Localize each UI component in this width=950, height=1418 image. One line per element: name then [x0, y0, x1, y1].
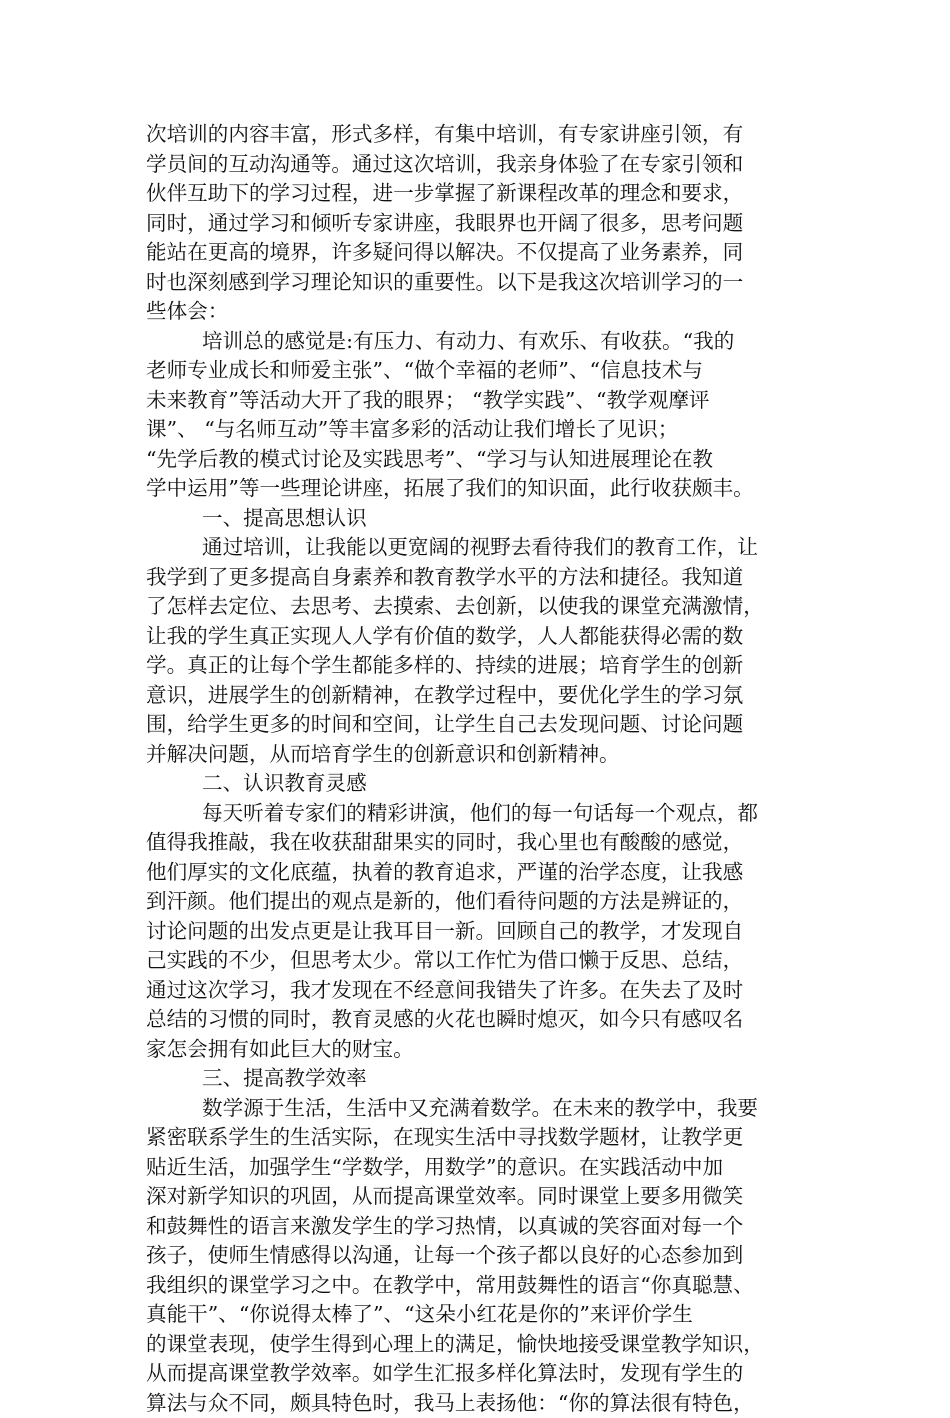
paragraph-start-line: 三、提高教学效率: [146, 1064, 818, 1094]
text-line: 到汗颜。他们提出的观点是新的，他们看待问题的方法是辨证的，: [146, 887, 818, 917]
text-line: 伙伴互助下的学习过程，进一步掌握了新课程改革的理念和要求，: [146, 179, 818, 209]
text-line: 老师专业成长和师爱主张”、“做个幸福的老师”、“信息技术与: [146, 356, 818, 386]
text-line: 值得我推敲，我在收获甜甜果实的同时，我心里也有酸酸的感觉，: [146, 828, 818, 858]
text-line: 学中运用”等一些理论讲座，拓展了我们的知识面，此行收获颇丰。: [146, 474, 818, 504]
text-line: 紧密联系学生的生活实际，在现实生活中寻找数学题材，让教学更: [146, 1123, 818, 1153]
text-line: 我学到了更多提高自身素养和教育教学水平的方法和捷径。我知道: [146, 563, 818, 593]
text-line: 课”、 “与名师互动”等丰富多彩的活动让我们增长了见识；: [146, 415, 818, 445]
document-body: [146, 120, 818, 1418]
text-line: 孩子，使师生情感得以沟通，让每一个孩子都以良好的心态参加到: [146, 1241, 818, 1271]
paragraph-start-line: 二、认识教育灵感: [146, 769, 818, 799]
text-line: 通过这次学习，我才发现在不经意间我错失了许多。在失去了及时: [146, 976, 818, 1006]
text-line: 深对新学知识的巩固，从而提高课堂效率。同时课堂上要多用微笑: [146, 1182, 818, 1212]
text-line: 能站在更高的境界，许多疑问得以解决。不仅提高了业务素养，同: [146, 238, 818, 268]
text-line: 些体会：: [146, 297, 818, 327]
text-line: 了怎样去定位、去思考、去摸索、去创新，以使我的课堂充满激情，: [146, 592, 818, 622]
text-line: 家怎会拥有如此巨大的财宝。: [146, 1035, 818, 1065]
text-line: 并解决问题，从而培育学生的创新意识和创新精神。: [146, 740, 818, 770]
text-line: 未来教育”等活动大开了我的眼界； “教学实践”、“教学观摩评: [146, 386, 818, 416]
text-line: 学。真正的让每个学生都能多样的、持续的进展；培育学生的创新: [146, 651, 818, 681]
text-line: 和鼓舞性的语言来激发学生的学习热情，以真诚的笑容面对每一个: [146, 1212, 818, 1242]
text-line: 己实践的不少，但思考太少。常以工作忙为借口懒于反思、总结，: [146, 946, 818, 976]
paragraph-start-line: 每天听着专家们的精彩讲演，他们的每一句话每一个观点，都: [146, 799, 818, 829]
text-line: 总结的习惯的同时，教育灵感的火花也瞬时熄灭，如今只有感叹名: [146, 1005, 818, 1035]
text-line: 我组织的课堂学习之中。在教学中，常用鼓舞性的语言“你真聪慧、: [146, 1271, 818, 1301]
paragraph-start-line: 一、提高思想认识: [146, 504, 818, 534]
text-line: 意识，进展学生的创新精神，在教学过程中，要优化学生的学习氛: [146, 681, 818, 711]
text-line: 从而提高课堂教学效率。如学生汇报多样化算法时，发现有学生的: [146, 1359, 818, 1389]
text-line: 次培训的内容丰富，形式多样，有集中培训，有专家讲座引领，有: [146, 120, 818, 150]
text-line: 时也深刻感到学习理论知识的重要性。以下是我这次培训学习的一: [146, 268, 818, 298]
paragraph-start-line: 通过培训，让我能以更宽阔的视野去看待我们的教育工作，让: [146, 533, 818, 563]
text-line: 贴近生活，加强学生“学数学，用数学”的意识。在实践活动中加: [146, 1153, 818, 1183]
paragraph-start-line: 数学源于生活，生活中又充满着数学。在未来的教学中，我要: [146, 1094, 818, 1124]
text-line: 他们厚实的文化底蕴，执着的教育追求，严谨的治学态度，让我感: [146, 858, 818, 888]
text-line: 讨论问题的出发点更是让我耳目一新。回顾自己的教学，才发现自: [146, 917, 818, 947]
text-line: 让我的学生真正实现人人学有价值的数学，人人都能获得必需的数: [146, 622, 818, 652]
text-line: 学员间的互动沟通等。通过这次培训，我亲身体验了在专家引领和: [146, 150, 818, 180]
text-line: 算法与众不同，颇具特色时，我马上表扬他：“你的算法很有特色，: [146, 1389, 818, 1418]
text-line: 的课堂表现，使学生得到心理上的满足，愉快地接受课堂教学知识，: [146, 1330, 818, 1360]
text-line: 围，给学生更多的时间和空间，让学生自己去发现问题、讨论问题: [146, 710, 818, 740]
text-line: 真能干”、“你说得太棒了”、“这朵小红花是你的”来评价学生: [146, 1300, 818, 1330]
text-line: “先学后教的模式讨论及实践思考”、“学习与认知进展理论在教: [146, 445, 818, 475]
paragraph-start-line: 培训总的感觉是:有压力、有动力、有欢乐、有收获。“我的: [146, 327, 818, 357]
text-line: 同时，通过学习和倾听专家讲座，我眼界也开阔了很多，思考问题: [146, 209, 818, 239]
